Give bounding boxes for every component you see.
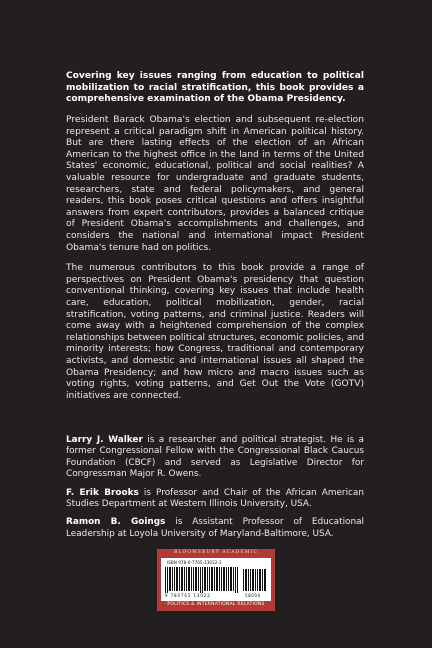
description-paragraph-2: The numerous contributors to this book provide a range of perspectives on President Obama's presidency that question conventional thinking, covering key issues that include health care, education, political mobilization, gender, racial stratification, voting patterns, and criminal justice. Readers will come away with a heightened comprehension of the complex relationships between political structures, economic policies, and minority interests; how Congress, traditional and contemporary activists, and domestic and international issues all shaped the Obama Presidency; and how micro and macro issues such as voting rights, voting patterns, and Get Out the Vote (GOTV) initiatives are connected. <box>66 263 364 401</box>
barcode-panel <box>157 549 275 611</box>
description-paragraph-1: President Barack Obama's election and subsequent re-election represent a critical paradigm shift in American political history. But are there lasting effects of the election of an African American to the highest office in the land in terms of the United States' economic, educational, political and social realities? A valuable resource for undergraduate and graduate students, researchers, state and federal policymakers, and general readers, this book poses critical questions and offers insightful answers from expert contributors, provides a balanced critique of President Obama's accomplishments and challenges, and considers the national and international impact President Obama's tenure had on politics. <box>66 115 364 253</box>
author-name: Ramon B. Goings <box>66 517 166 528</box>
subject-category: POLITICS & INTERNATIONAL RELATIONS <box>167 602 265 607</box>
blurb-section <box>66 71 364 411</box>
barcode-addon-digits: 58000 <box>245 593 261 598</box>
bio-erik-brooks <box>66 488 364 511</box>
barcode-digits: 9 780765 13022 <box>165 593 211 598</box>
lead-paragraph: Covering key issues ranging from education to political mobilization to racial stratification, this book provides a comprehensive examination of the Obama Presidency. <box>66 71 364 105</box>
publisher-name: BLOOMSBURY ACADEMIC <box>173 550 259 555</box>
barcode-bars <box>165 567 239 593</box>
author-name: Larry J. Walker <box>66 435 143 445</box>
barcode <box>161 558 271 601</box>
author-bio-text: is Assistant Professor of Educational Leadership at Loyola University of Maryland-Baltimore, USA. <box>66 517 364 539</box>
isbn-label: ISBN 978-0-7765-13022-3 <box>167 560 222 565</box>
author-name: F. Erik Brooks <box>66 487 139 498</box>
author-bio-text: is Professor and Chair of the African American Studies Department at Western Illinois University, USA. <box>66 487 364 510</box>
author-bio-text: is a researcher and political strategist. He is a former Congressional Fellow with the Congressional Black Caucus Foundation (CBCF) and served as Legislative Director for Congressman Major R. Owens. <box>66 435 364 480</box>
barcode-addon-bars <box>243 567 267 591</box>
bio-larry-walker <box>66 435 364 481</box>
bio-ramon-goings <box>66 517 364 540</box>
author-bios <box>66 435 364 547</box>
